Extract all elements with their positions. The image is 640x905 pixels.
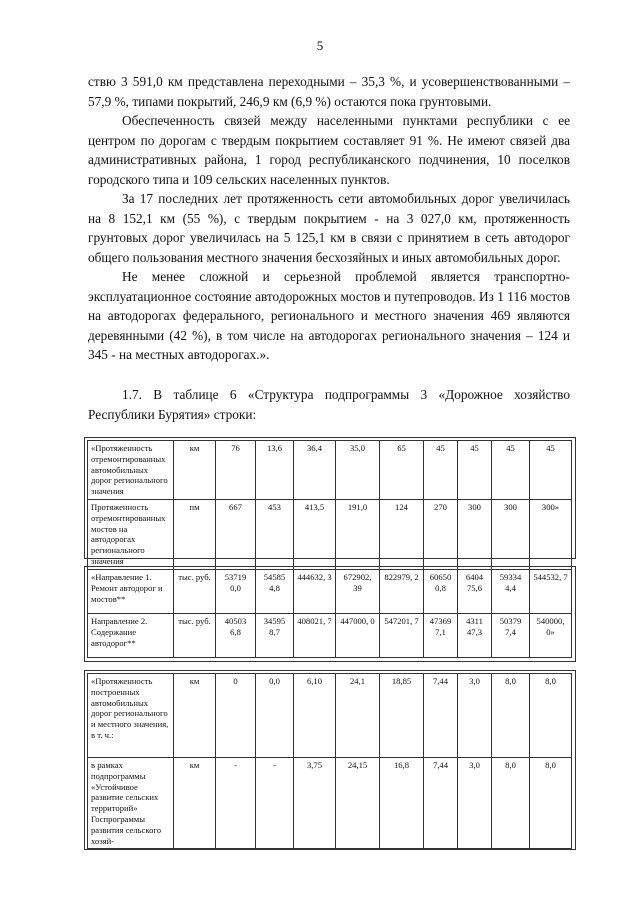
- table-row: [88, 500, 572, 570]
- cell: 7,44: [424, 758, 458, 849]
- row-label: Направление 2. Содержание автодорог**: [88, 614, 174, 658]
- cell: 270: [424, 500, 458, 570]
- cell: 7,44: [424, 674, 458, 758]
- cell: 54585 4,8: [256, 570, 294, 614]
- cell: 76: [216, 441, 256, 500]
- cell: 8,0: [492, 758, 530, 849]
- row-unit: тыс. руб.: [174, 570, 216, 614]
- section-intro-block: [88, 385, 570, 424]
- cell: 36,4: [294, 441, 336, 500]
- paragraph-2: Обеспеченность связей между населенными пунктами республики с ее центром по дорогам с твердым покрытием составляет 91 %. Не имеют связей два административных района, 1 город республиканского подчинения, 10 поселков городского типа и 109 сельских населенных пунктов.: [88, 113, 570, 187]
- cell: 0,0: [256, 674, 294, 758]
- cell: 65: [380, 441, 424, 500]
- cell: 453: [256, 500, 294, 570]
- row-unit: пм: [174, 500, 216, 570]
- cell: -: [256, 758, 294, 849]
- table-3: [87, 673, 572, 849]
- cell: 540000, 0»: [530, 614, 572, 658]
- row-label: в рамках подпрограммы «Устойчивое развитие сельских территорий» Госпрограммы развития сельского хозяй-: [88, 758, 174, 849]
- cell: 667: [216, 500, 256, 570]
- table-row: [88, 614, 572, 658]
- cell: 6,10: [294, 674, 336, 758]
- cell: 18,85: [380, 674, 424, 758]
- table-row: [88, 441, 572, 500]
- cell: 35,0: [336, 441, 380, 500]
- cell: 124: [380, 500, 424, 570]
- cell: 300»: [530, 500, 572, 570]
- cell: 47369 7,1: [424, 614, 458, 658]
- cell: 544532, 7: [530, 570, 572, 614]
- table-2: [87, 569, 572, 658]
- cell: 45: [492, 441, 530, 500]
- cell: 6404 75,6: [458, 570, 492, 614]
- row-unit: км: [174, 674, 216, 758]
- cell: 45: [458, 441, 492, 500]
- body-text: [88, 72, 570, 365]
- cell: 300: [458, 500, 492, 570]
- cell: 3,75: [294, 758, 336, 849]
- cell: 24,1: [336, 674, 380, 758]
- paragraph-4: Не менее сложной и серьезной проблемой является транспортно-эксплуатационное состояние автодорожных мостов и путепроводов. Из 1 116 мостов на автодорогах федерального, регионального и местного значения 469 являются деревянными (42 %), в том числе на автодорогах регионального значения – 124 и 345 - на местных автодорогах.».: [88, 269, 570, 362]
- table-row: [88, 570, 572, 614]
- cell: 547201, 7: [380, 614, 424, 658]
- row-label: Протяженность отремонтированных мостов на автодорогах регионального значения: [88, 500, 174, 570]
- cell: 13,6: [256, 441, 294, 500]
- paragraph-1: ствю 3 591,0 км представлена переходными – 35,3 %, и усовершенствованными – 57,9 %, типами покрытий, 246,9 км (6,9 %) остаются пока грунтовыми.: [88, 74, 570, 109]
- cell: 3,0: [458, 758, 492, 849]
- cell: 444632, 3: [294, 570, 336, 614]
- cell: 300: [492, 500, 530, 570]
- cell: 60650 0,8: [424, 570, 458, 614]
- row-unit: км: [174, 441, 216, 500]
- cell: -: [216, 758, 256, 849]
- cell: 24,15: [336, 758, 380, 849]
- cell: 45: [530, 441, 572, 500]
- cell: 408021, 7: [294, 614, 336, 658]
- cell: 8,0: [492, 674, 530, 758]
- page-number: 5: [316, 38, 324, 53]
- table-row: [88, 758, 572, 849]
- paragraph-3: За 17 последних лет протяженность сети автомобильных дорог увеличилась на 8 152,1 км (55 %), с твердым покрытием - на 3 027,0 км, протяженность грунтовых дорог увеличилась на 5 125,1 км в связи с принятием в сеть автодорог общего пользования местного значения бесхозяйных и иных автомобильных дорог.: [88, 191, 570, 265]
- cell: 59334 4,4: [492, 570, 530, 614]
- row-label: «Протяженность построенных автомобильных дорог регионального и местного значения, в т. ч.:: [88, 674, 174, 758]
- row-unit: тыс. руб.: [174, 614, 216, 658]
- cell: 413,5: [294, 500, 336, 570]
- cell: 672902, 39: [336, 570, 380, 614]
- row-label: «Направление 1. Ремонт автодорог и мостов**: [88, 570, 174, 614]
- cell: 50379 7,4: [492, 614, 530, 658]
- cell: 191,0: [336, 500, 380, 570]
- cell: 447000, 0: [336, 614, 380, 658]
- row-unit: км: [174, 758, 216, 849]
- row-label: «Протяженность отремонтированных автомобильных дорог регионального значения: [88, 441, 174, 500]
- cell: 16,8: [380, 758, 424, 849]
- cell: 34595 8,7: [256, 614, 294, 658]
- cell: 4311 47,3: [458, 614, 492, 658]
- cell: 8,0: [530, 674, 572, 758]
- section-intro: 1.7. В таблице 6 «Структура подпрограммы 3 «Дорожное хозяйство Республики Бурятия» строки:: [88, 387, 570, 422]
- cell: 8,0: [530, 758, 572, 849]
- cell: 3,0: [458, 674, 492, 758]
- table-1: [87, 440, 572, 570]
- cell: 45: [424, 441, 458, 500]
- table-row: [88, 674, 572, 758]
- cell: 0: [216, 674, 256, 758]
- cell: 822979, 2: [380, 570, 424, 614]
- cell: 40503 6,8: [216, 614, 256, 658]
- cell: 53719 0,0: [216, 570, 256, 614]
